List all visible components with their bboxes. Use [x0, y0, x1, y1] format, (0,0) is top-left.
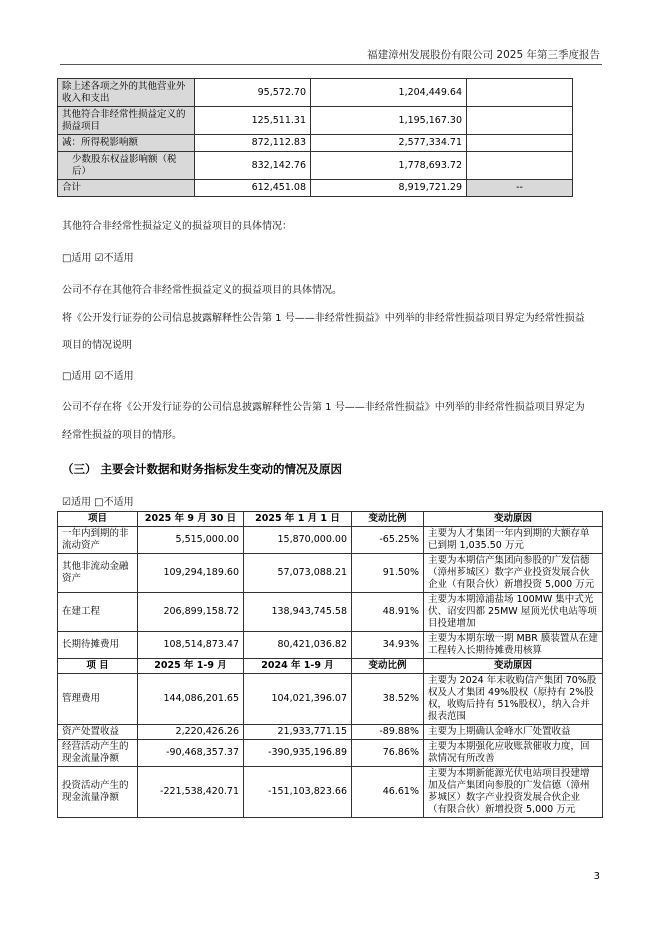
- value-prior: 15,870,000.00: [244, 527, 352, 554]
- column-header: 变动比例: [352, 512, 424, 527]
- paragraph-no-reclass-line2: 经常性损益的项目的情形。: [62, 430, 182, 441]
- ytd-value: 8,919,721.29: [311, 180, 467, 197]
- change-ratio: 48.91%: [352, 593, 424, 632]
- change-ratio: -89.88%: [352, 725, 424, 740]
- change-reason: 主要为人才集团一年内到期的大额存单已到期 1,035.50 万元: [424, 527, 603, 554]
- column-header: 变动比例: [352, 659, 424, 674]
- table-row: [58, 674, 603, 725]
- item-name: 资产处置收益: [58, 725, 138, 740]
- page-number: 3: [593, 871, 600, 882]
- ytd-value: 1,778,693.72: [311, 152, 467, 180]
- column-header: 变动原因: [424, 512, 603, 527]
- table-row: [58, 593, 603, 632]
- table-row: [58, 767, 603, 818]
- item-name: 投资活动产生的现金流量净额: [58, 767, 138, 818]
- value-prior: 57,073,088.21: [244, 554, 352, 593]
- section-title: （三） 主要会计数据和财务指标发生变动的情况及原因: [62, 462, 343, 476]
- table-header-row: [58, 659, 603, 674]
- current-period-value: 125,511.31: [195, 107, 311, 135]
- item-name: 经营活动产生的现金流量净额: [58, 740, 138, 767]
- table-row: [58, 180, 573, 197]
- current-period-value: 832,142.76: [195, 152, 311, 180]
- table-row: [58, 79, 573, 107]
- item-name: 长期待摊费用: [58, 632, 138, 659]
- paragraph-no-reclass-line1: 公司不存在将《公开发行证券的公司信息披露解释性公告第 1 号——非经常性损益》中列举的非经常性损益项目界定为: [62, 402, 585, 413]
- change-reason: 主要为本期漳浦盐场 100MW 集中式光伏、诏安四都 25MW 屋顶光伏电站等项目投建增加: [424, 593, 603, 632]
- table-header-row: [58, 512, 603, 527]
- column-header: 变动原因: [424, 659, 603, 674]
- item-name: 管理费用: [58, 674, 138, 725]
- column-header: 2025 年 9 月 30 日: [138, 512, 244, 527]
- value-current: -221,538,420.71: [138, 767, 244, 818]
- column-header: 2025 年 1 月 1 日: [244, 512, 352, 527]
- value-prior: -390,935,196.89: [244, 740, 352, 767]
- change-reason: 主要为本期东墩一期 MBR 膜装置从在建工程转入长期待摊费用核算: [424, 632, 603, 659]
- item-name: 一年内到期的非流动资产: [58, 527, 138, 554]
- value-prior: 104,021,396.07: [244, 674, 352, 725]
- value-prior: 80,421,036.82: [244, 632, 352, 659]
- ytd-value: 1,195,167.30: [311, 107, 467, 135]
- change-reason: 主要为 2024 年末收购信产集团 70%股权及人才集团 49%股权（原持有 2%股权，收购后持有 51%股权），纳入合并报表范围: [424, 674, 603, 725]
- row-label: 少数股东权益影响额（税后）: [58, 152, 195, 180]
- table-row: [58, 527, 603, 554]
- checkbox-applicable-2: □适用 ☑不适用: [62, 371, 134, 382]
- table-row: [58, 632, 603, 659]
- paragraph-no-other-items: 公司不存在其他符合非经常性损益定义的损益项目的具体情况。: [62, 285, 342, 296]
- value-current: 5,515,000.00: [138, 527, 244, 554]
- change-reason: 主要为本期强化应收账款催收力度，回款情况有所改善: [424, 740, 603, 767]
- value-prior: 138,943,745.58: [244, 593, 352, 632]
- row-label: 除上述各项之外的其他营业外收入和支出: [58, 79, 195, 107]
- checkbox-applicable-3: ☑适用 □不适用: [62, 497, 134, 508]
- item-name: 其他非流动金融资产: [58, 554, 138, 593]
- column-header: 2024 年 1-9 月: [244, 659, 352, 674]
- value-current: 109,294,189.60: [138, 554, 244, 593]
- paragraph-reclass-line1: 将《公开发行证券的公司信息披露解释性公告第 1 号——非经常性损益》中列举的非经常性损益项目界定为经常性损益: [62, 313, 585, 324]
- table-row: [58, 135, 573, 152]
- note-cell: [467, 107, 573, 135]
- financial-changes-table: [57, 511, 603, 818]
- change-ratio: 38.52%: [352, 674, 424, 725]
- value-current: -90,468,357.37: [138, 740, 244, 767]
- header-divider: [60, 64, 602, 65]
- change-reason: 主要为本期新能源光伏电站项目投建增加及信产集团向参股的广发信德（漳州芗城区）数字产业投资发展合伙企业（有限合伙）新增投资 5,000 万元: [424, 767, 603, 818]
- table-row: [58, 740, 603, 767]
- row-label: 其他符合非经常性损益定义的损益项目: [58, 107, 195, 135]
- paragraph-other-items: 其他符合非经常性损益定义的损益项目的具体情况：: [62, 221, 292, 232]
- value-current: 206,899,158.72: [138, 593, 244, 632]
- note-cell: [467, 79, 573, 107]
- current-period-value: 872,112.83: [195, 135, 311, 152]
- table-row: [58, 554, 603, 593]
- table-row: [58, 725, 603, 740]
- change-ratio: 46.61%: [352, 767, 424, 818]
- value-prior: 21,933,771.15: [244, 725, 352, 740]
- current-period-value: 95,572.70: [195, 79, 311, 107]
- note-cell: [467, 135, 573, 152]
- table-row: [58, 152, 573, 180]
- table-row: [58, 107, 573, 135]
- report-header: 福建漳州发展股份有限公司 2025 年第三季度报告: [367, 49, 600, 61]
- change-ratio: 76.86%: [352, 740, 424, 767]
- change-ratio: 91.50%: [352, 554, 424, 593]
- change-ratio: 34.93%: [352, 632, 424, 659]
- paragraph-reclass-line2: 项目的情况说明: [62, 340, 132, 351]
- change-reason: 主要为上期确认金峰水厂处置收益: [424, 725, 603, 740]
- change-ratio: -65.25%: [352, 527, 424, 554]
- row-label: 减：所得税影响额: [58, 135, 195, 152]
- item-name: 在建工程: [58, 593, 138, 632]
- note-cell: [467, 152, 573, 180]
- note-cell: --: [467, 180, 573, 197]
- change-reason: 主要为本期信产集团向参股的广发信德（漳州芗城区）数字产业投资发展合伙企业（有限合伙）新增投资 5,000 万元: [424, 554, 603, 593]
- current-period-value: 612,451.08: [195, 180, 311, 197]
- value-current: 144,086,201.65: [138, 674, 244, 725]
- non-recurring-items-table: [57, 78, 573, 197]
- value-current: 108,514,873.47: [138, 632, 244, 659]
- column-header: 项 目: [58, 659, 138, 674]
- row-label: 合计: [58, 180, 195, 197]
- value-prior: -151,103,823.66: [244, 767, 352, 818]
- column-header: 项目: [58, 512, 138, 527]
- value-current: 2,220,426.26: [138, 725, 244, 740]
- checkbox-applicable-1: □适用 ☑不适用: [62, 253, 134, 264]
- ytd-value: 2,577,334.71: [311, 135, 467, 152]
- column-header: 2025 年 1-9 月: [138, 659, 244, 674]
- ytd-value: 1,204,449.64: [311, 79, 467, 107]
